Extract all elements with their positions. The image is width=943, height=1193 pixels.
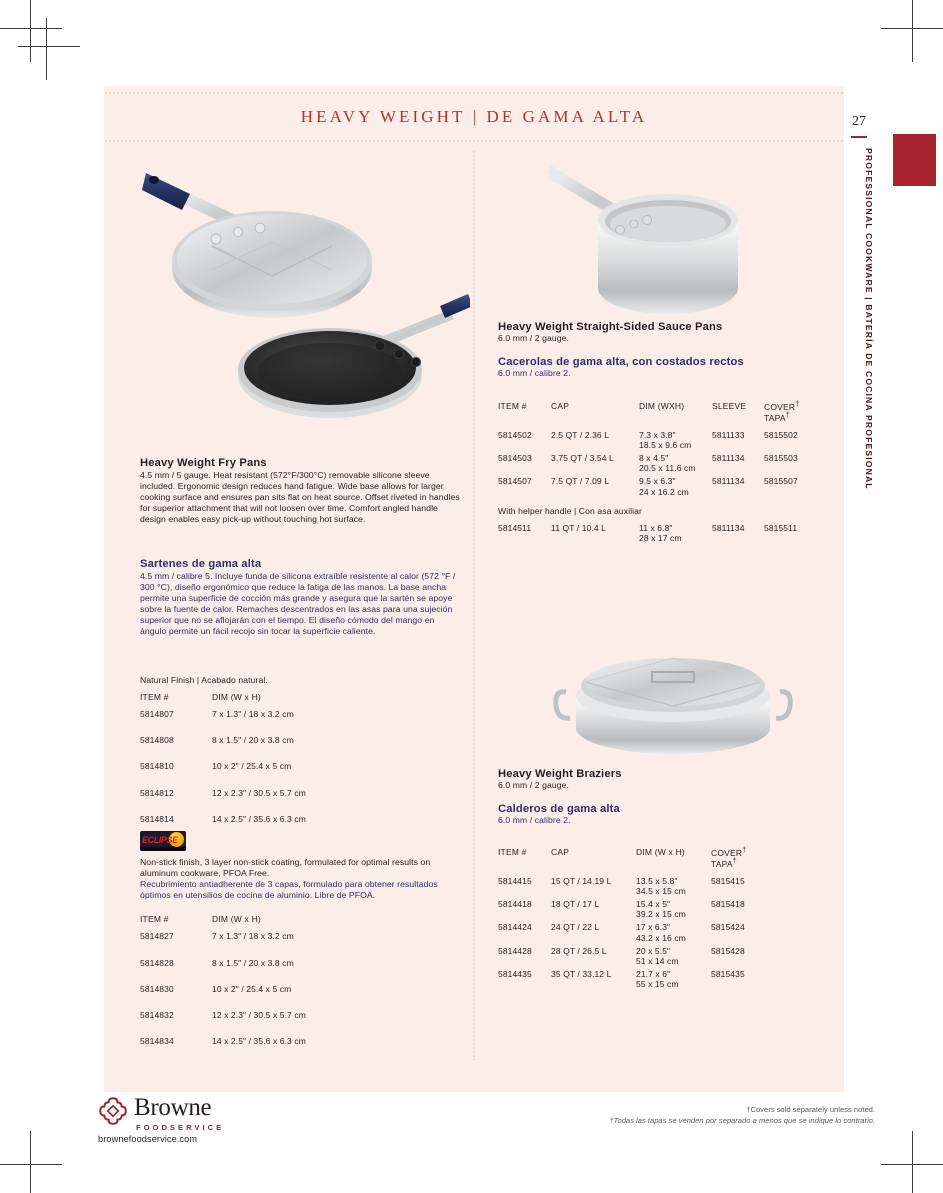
fry-pan-title-es: Sartenes de gama alta <box>140 558 262 570</box>
table-row <box>498 876 814 899</box>
fry-pan-body-en: 4.5 mm / 5 gauge. Heat resistant (572°F/300°C) removable silicone sleeve included. Ergonomic design reduces hand fatigue. Wide base allows for larger cooking surface and ensures pan sits flat on heat source. Offset riveted in handles for superior attachment that will not loosen over time. Comfort angled handle design enables easy pick-up without touching hot surface. <box>140 470 460 525</box>
cell-dim: 8 x 1.5" / 20 x 3.8 cm <box>212 957 294 968</box>
table-row <box>498 969 814 992</box>
cell-cover: 5815424 <box>711 922 745 933</box>
natural-finish-table <box>140 692 440 840</box>
cell-item: 5814828 <box>140 957 174 968</box>
brazier-title-es: Calderos de gama alta <box>498 803 620 815</box>
section-tab-label: PROFESSIONAL COOKWARE | BATERÍA DE COCINA PROFESIONAL <box>864 148 874 490</box>
cell-dim: 11 x 6.8" 28 x 17 cm <box>639 522 682 544</box>
cell-cap: 3.75 QT / 3.54 L <box>551 453 614 464</box>
col-cover-en: COVER <box>711 847 743 858</box>
cell-item: 5814807 <box>140 709 174 719</box>
cell-dim: 7.3 x 3.8" 18.5 x 9.6 cm <box>639 429 692 450</box>
nonstick-note-en: Non-stick finish, 3 layer non-stick coating, formulated for optimal results on aluminum cookware, PFOA Free. <box>140 857 431 879</box>
cell-sleeve: 5811134 <box>712 476 745 487</box>
sauce-pan-helper-table <box>498 523 814 546</box>
page-title: HEAVY WEIGHT | DE GAMA ALTA <box>300 107 648 126</box>
table-row <box>140 788 440 814</box>
cell-dim: 21.7 x 6" 55 x 15 cm <box>636 969 679 990</box>
table-row <box>498 430 814 453</box>
cell-cover: 5815435 <box>711 969 745 980</box>
cell-item: 5814507 <box>498 476 532 487</box>
cell-item: 5814424 <box>498 922 532 933</box>
cell-dim: 15.4 x 5" 39.2 x 15 cm <box>636 899 686 920</box>
helper-handle-label: With helper handle | Con asa auxiliar <box>498 505 642 516</box>
col-cover-en: COVER <box>764 401 796 412</box>
table-row <box>140 958 440 984</box>
cell-cover: 5815507 <box>764 476 798 487</box>
natural-finish-block <box>140 675 460 840</box>
nonstick-table <box>140 914 440 1062</box>
section-tab-block <box>893 134 936 186</box>
table-row <box>498 476 814 499</box>
col-cover: COVER† TAPA† <box>711 847 747 869</box>
table-row <box>498 922 814 945</box>
table-row <box>140 709 440 735</box>
cell-cover: 5815511 <box>764 522 798 533</box>
cell-cover: 5815415 <box>711 875 745 886</box>
sauce-pan-table <box>498 401 814 500</box>
table-row <box>140 735 440 761</box>
cell-cover: 5815502 <box>764 429 798 440</box>
cell-dim: 13.5 x 5.8" 34.5 x 15 cm <box>636 875 686 896</box>
sauce-pan-rows <box>498 430 814 500</box>
cell-item: 5814834 <box>140 1036 174 1047</box>
cell-item: 5814814 <box>140 813 174 824</box>
cell-item: 5814832 <box>140 1009 174 1020</box>
table-row <box>140 931 440 957</box>
cell-dim: 14 x 2.5" / 35.6 x 6.3 cm <box>212 813 306 824</box>
crop-mark-bottom-left-v <box>30 1131 31 1193</box>
cell-dim: 17 x 6.3" 43.2 x 16 cm <box>636 922 686 943</box>
cell-cap: 28 QT / 26.5 L <box>551 945 607 956</box>
cell-item: 5814435 <box>498 969 532 980</box>
col-item: ITEM # <box>140 692 169 702</box>
cell-cover: 5815418 <box>711 899 745 910</box>
table-row <box>140 1036 440 1062</box>
col-cover: COVER† TAPA† <box>764 401 800 423</box>
cell-item: 5814502 <box>498 429 532 440</box>
sauce-pan-image <box>548 162 783 317</box>
cell-item: 5814827 <box>140 931 174 942</box>
sauce-pan-helper-rows <box>498 523 814 546</box>
eclipse-badge-label: ECLIPSE <box>142 835 178 845</box>
fry-pan-section <box>140 457 460 525</box>
col-dim: DIM (W x H) <box>212 914 261 925</box>
crop-mark-inner-left-h <box>18 46 80 47</box>
crop-mark-top-left-v <box>30 0 31 62</box>
cell-dim: 12 x 2.3" / 30.5 x 5.7 cm <box>212 787 306 798</box>
browne-website-url[interactable]: brownefoodservice.com <box>98 1134 198 1144</box>
cell-cap: 7.5 QT / 7.09 L <box>551 476 610 487</box>
footnote-es: †Todas las tapas se venden por separado a menos que se indique lo contrario. <box>609 1116 875 1125</box>
natural-finish-rows <box>140 709 440 840</box>
divider-under-title <box>104 140 844 142</box>
cell-sleeve: 5811133 <box>712 429 745 440</box>
cell-dim: 10 x 2" / 25.4 x 5 cm <box>212 761 292 772</box>
browne-foodservice-label: FOODSERVICE <box>136 1123 225 1132</box>
cell-dim: 7 x 1.3" / 18 x 3.2 cm <box>212 709 294 719</box>
table-row <box>140 984 440 1010</box>
cell-cap: 18 QT / 17 L <box>551 899 600 910</box>
fry-pan-nonstick-image <box>235 288 470 423</box>
nonstick-block <box>140 857 460 1062</box>
page-number: 27 <box>852 114 866 129</box>
cell-item: 5814428 <box>498 945 532 956</box>
nonstick-rows <box>140 931 440 1062</box>
col-dim: DIM (W x H) <box>212 692 261 702</box>
cell-dim: 20 x 5.5" 51 x 14 cm <box>636 945 679 967</box>
nonstick-note-es: Recubrimiento antiadherente de 3 capas, formulado para obtener resultados óptimos en utensilios de cocina de aluminio. Libre de PFOA. <box>140 879 438 901</box>
cell-dim: 7 x 1.3" / 18 x 3.2 cm <box>212 931 294 942</box>
footnote-en: †Covers sold separately unless noted. <box>746 1105 875 1114</box>
table-row <box>498 899 814 922</box>
table-row <box>498 946 814 969</box>
brazier-rows <box>498 876 814 993</box>
cell-cap: 35 QT / 33.12 L <box>551 969 612 980</box>
col-sleeve: SLEEVE <box>712 401 747 411</box>
crop-mark-top-left-h <box>0 28 62 29</box>
eclipse-band <box>140 847 186 851</box>
brazier-gauge-es: 6.0 mm / calibre 2. <box>498 815 571 825</box>
cell-item: 5814418 <box>498 899 532 910</box>
eclipse-badge <box>140 831 186 851</box>
col-item: ITEM # <box>498 401 527 411</box>
brazier-image <box>548 644 798 764</box>
brazier-title-en: Heavy Weight Braziers <box>498 768 622 780</box>
cell-item: 5814812 <box>140 787 174 798</box>
cell-item: 5814830 <box>140 983 174 994</box>
sauce-pan-title-es: Cacerolas de gama alta, con costados rectos <box>498 356 744 368</box>
cell-item: 5814808 <box>140 735 174 746</box>
crop-mark-bottom-right-h <box>881 1164 943 1165</box>
cell-sleeve: 5811134 <box>712 522 745 533</box>
col-cap: CAP <box>551 401 570 411</box>
browne-wordmark: Browne <box>134 1094 212 1121</box>
col-cover-es: TAPA <box>764 412 786 423</box>
cell-sleeve: 5811134 <box>712 453 745 464</box>
sauce-pan-gauge-en: 6.0 mm / 2 gauge. <box>498 333 569 343</box>
cell-item: 5814503 <box>498 453 532 464</box>
cell-cover: 5815428 <box>711 945 745 956</box>
brazier-section <box>498 768 818 825</box>
fry-pan-title-en: Heavy Weight Fry Pans <box>140 457 267 469</box>
fry-pan-body-es: 4.5 mm / calibre 5. Incluye funda de silicona extraíble resistente al calor (572 °F / 300 °C), diseño ergonómico que reduce la fatiga de las manos. La base ancha permite una superficie de cocción más grande y asegura que la sartén se apoye sobre la fuente de calor. Remaches descentrados en las asas para una sujeción superior que no se aflojarán con el tiempo. El diseño cómodo del mango en ángulo permite un fácil recojo sin tocar la superficie caliente. <box>140 571 456 637</box>
cell-cover: 5815503 <box>764 453 798 464</box>
crop-mark-bottom-right-v <box>912 1131 913 1193</box>
col-dim: DIM (W x H) <box>636 847 685 857</box>
cell-item: 5814415 <box>498 875 532 886</box>
cell-dim: 14 x 2.5" / 35.6 x 6.3 cm <box>212 1036 306 1047</box>
table-row <box>140 1010 440 1036</box>
sauce-pan-title-en: Heavy Weight Straight-Sided Sauce Pans <box>498 321 723 333</box>
cell-dim: 8 x 1.5" / 20 x 3.8 cm <box>212 735 294 746</box>
page-number-rule <box>851 136 867 138</box>
cell-cap: 11 QT / 10.4 L <box>551 522 606 533</box>
brazier-table-block <box>498 847 818 993</box>
table-row <box>140 761 440 787</box>
divider-column <box>473 150 475 1060</box>
crop-mark-top-right-v <box>912 0 913 62</box>
brazier-table <box>498 847 814 993</box>
col-dim: DIM (WXH) <box>639 401 685 411</box>
col-cover-es: TAPA <box>711 858 733 869</box>
browne-quatrefoil-icon <box>98 1096 128 1126</box>
cell-cap: 15 QT / 14.19 L <box>551 875 612 886</box>
table-row <box>498 523 814 546</box>
col-cap: CAP <box>551 847 570 857</box>
sauce-pan-gauge-es: 6.0 mm / calibre 2. <box>498 368 571 378</box>
crop-mark-top-right-h <box>881 28 943 29</box>
sauce-pan-section <box>498 321 818 378</box>
col-item: ITEM # <box>140 914 169 925</box>
divider-top <box>104 92 844 94</box>
cell-dim: 8 x 4.5" 20.5 x 11.6 cm <box>639 453 696 474</box>
cell-dim: 12 x 2.3" / 30.5 x 5.7 cm <box>212 1009 306 1020</box>
cell-cap: 24 QT / 22 L <box>551 922 600 933</box>
natural-finish-label: Natural Finish | Acabado natural. <box>140 675 268 685</box>
crop-mark-bottom-left-h <box>0 1164 62 1165</box>
col-item: ITEM # <box>498 847 527 857</box>
cell-dim: 10 x 2" / 25.4 x 5 cm <box>212 983 292 994</box>
cell-cap: 2.5 QT / 2.36 L <box>551 429 610 440</box>
table-row <box>498 453 814 476</box>
crop-mark-inner-left-v <box>46 18 47 80</box>
cell-item: 5814810 <box>140 761 174 772</box>
sauce-pan-table-block <box>498 401 818 546</box>
browne-logo[interactable] <box>98 1094 298 1144</box>
footnotes <box>609 1104 875 1126</box>
brazier-gauge-en: 6.0 mm / 2 gauge. <box>498 780 569 790</box>
fry-pan-section-es <box>140 558 460 638</box>
cell-dim: 9.5 x 6.3" 24 x 16.2 cm <box>639 476 689 497</box>
cell-item: 5814511 <box>498 522 532 533</box>
